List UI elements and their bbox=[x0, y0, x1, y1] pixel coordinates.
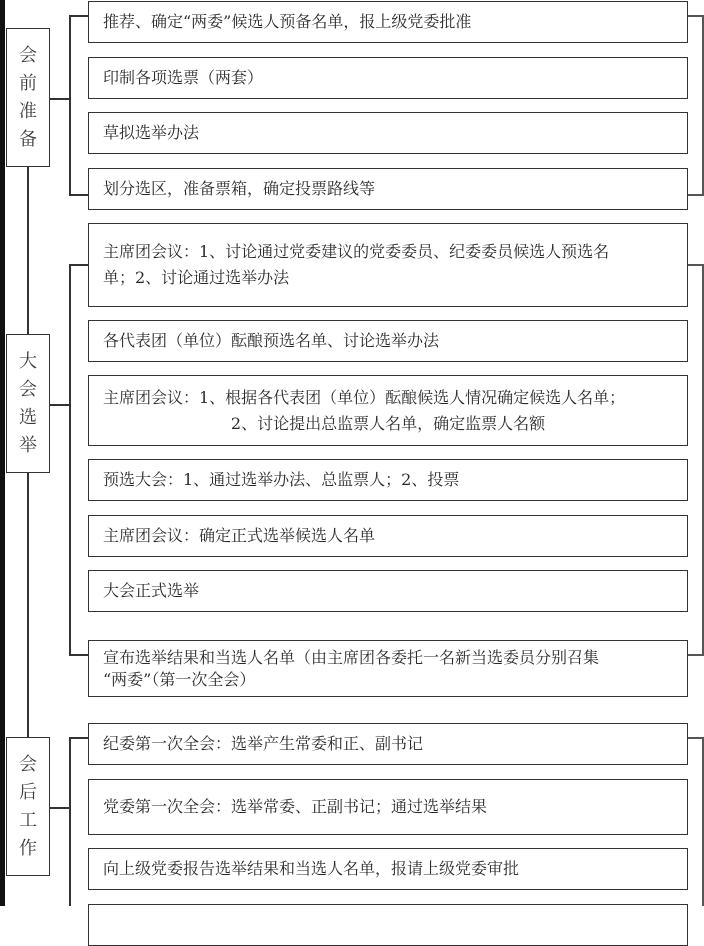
step-box bbox=[88, 57, 688, 99]
stage-label-char: 选 bbox=[19, 406, 37, 428]
right-bracket-stage2-top bbox=[687, 264, 704, 266]
stage-label-char: 作 bbox=[19, 837, 37, 859]
stage-spine-line-2 bbox=[27, 473, 29, 737]
left-bracket-stage1-bottom bbox=[69, 194, 88, 196]
left-bracket-stage1 bbox=[69, 15, 71, 195]
step-box bbox=[88, 640, 688, 697]
step-box bbox=[88, 375, 688, 446]
step-text: 预选大会：1、通过选举办法、总监票人；2、投票 bbox=[103, 470, 460, 489]
right-bracket-stage2 bbox=[702, 264, 704, 655]
stage-box-post-meeting bbox=[6, 737, 50, 876]
left-edge-strip bbox=[0, 0, 5, 906]
step-text: 大会正式选举 bbox=[103, 581, 200, 600]
stage-label-char: 备 bbox=[19, 128, 37, 150]
step-box bbox=[88, 223, 688, 307]
step-box bbox=[88, 168, 688, 210]
step-text: 单；2、讨论通过选举办法 bbox=[103, 268, 290, 287]
stage-label-char: 工 bbox=[19, 809, 37, 831]
step-text: 主席团会议：1、讨论通过党委建议的党委委员、纪委委员候选人预选名 bbox=[103, 242, 610, 261]
step-text: 主席团会议：确定正式选举候选人名单 bbox=[103, 526, 376, 545]
right-bracket-stage1-top bbox=[687, 15, 704, 17]
stage-label-char: 大 bbox=[19, 350, 37, 372]
right-bracket-stage1 bbox=[702, 15, 704, 195]
stage-label-char: 会 bbox=[19, 378, 37, 400]
stage-spine-line-1 bbox=[27, 167, 29, 334]
step-box bbox=[88, 1, 688, 43]
right-bracket-stage2-bottom bbox=[687, 654, 704, 656]
stage-label-char: 前 bbox=[19, 72, 37, 94]
step-box-partial bbox=[88, 904, 688, 946]
left-bracket-stage2-top bbox=[69, 264, 88, 266]
step-text: 划分选区，准备票箱，确定投票路线等 bbox=[103, 179, 376, 198]
stage-label-char: 举 bbox=[19, 434, 37, 456]
right-bracket-stage1-bottom bbox=[687, 194, 704, 196]
step-box bbox=[88, 848, 688, 890]
left-bracket-stage3 bbox=[69, 737, 71, 906]
connector-stage2 bbox=[50, 404, 69, 406]
step-text: 推荐、确定“两委”候选人预备名单，报上级党委批准 bbox=[103, 12, 472, 31]
step-box bbox=[88, 320, 688, 362]
stage-label-char: 准 bbox=[19, 100, 37, 122]
right-bracket-stage3-top bbox=[687, 737, 704, 739]
left-bracket-stage3-top bbox=[69, 737, 88, 739]
connector-stage1 bbox=[50, 98, 69, 100]
stage-label-char: 后 bbox=[19, 781, 37, 803]
step-box bbox=[88, 723, 688, 765]
step-text: 各代表团（单位）酝酿预选名单、讨论选举办法 bbox=[103, 331, 440, 350]
left-bracket-stage2-bottom bbox=[69, 654, 88, 656]
step-text: 2、讨论提出总监票人名单，确定监票人名额 bbox=[230, 413, 546, 433]
left-bracket-stage1-top bbox=[69, 15, 88, 17]
step-box bbox=[88, 112, 688, 154]
step-box bbox=[88, 515, 688, 557]
step-box bbox=[88, 459, 688, 501]
step-text: 向上级党委报告选举结果和当选人名单，报请上级党委审批 bbox=[103, 859, 520, 878]
step-box bbox=[88, 570, 688, 612]
step-text: 宣布选举结果和当选人名单（由主席团各委托一名新当选委员分别召集 bbox=[103, 647, 600, 667]
step-text: 印制各项选票（两套） bbox=[103, 68, 264, 87]
step-text: 主席团会议：1、根据各代表团（单位）酝酿候选人情况确定候选人名单； bbox=[103, 387, 626, 407]
step-text: “两委”（第一次全会） bbox=[103, 669, 256, 689]
right-bracket-stage3 bbox=[702, 737, 704, 906]
left-bracket-stage2 bbox=[69, 264, 71, 655]
step-text: 纪委第一次全会：选举产生常委和正、副书记 bbox=[103, 734, 424, 753]
step-text: 草拟选举办法 bbox=[103, 123, 200, 142]
stage-box-pre-meeting bbox=[6, 28, 50, 167]
stage-label-char: 会 bbox=[19, 753, 37, 775]
step-box bbox=[88, 779, 688, 835]
step-text: 党委第一次全会：选举常委、正副书记；通过选举结果 bbox=[103, 797, 488, 816]
stage-label-char: 会 bbox=[19, 44, 37, 66]
connector-stage3 bbox=[50, 807, 69, 809]
stage-box-congress-election bbox=[6, 334, 50, 473]
